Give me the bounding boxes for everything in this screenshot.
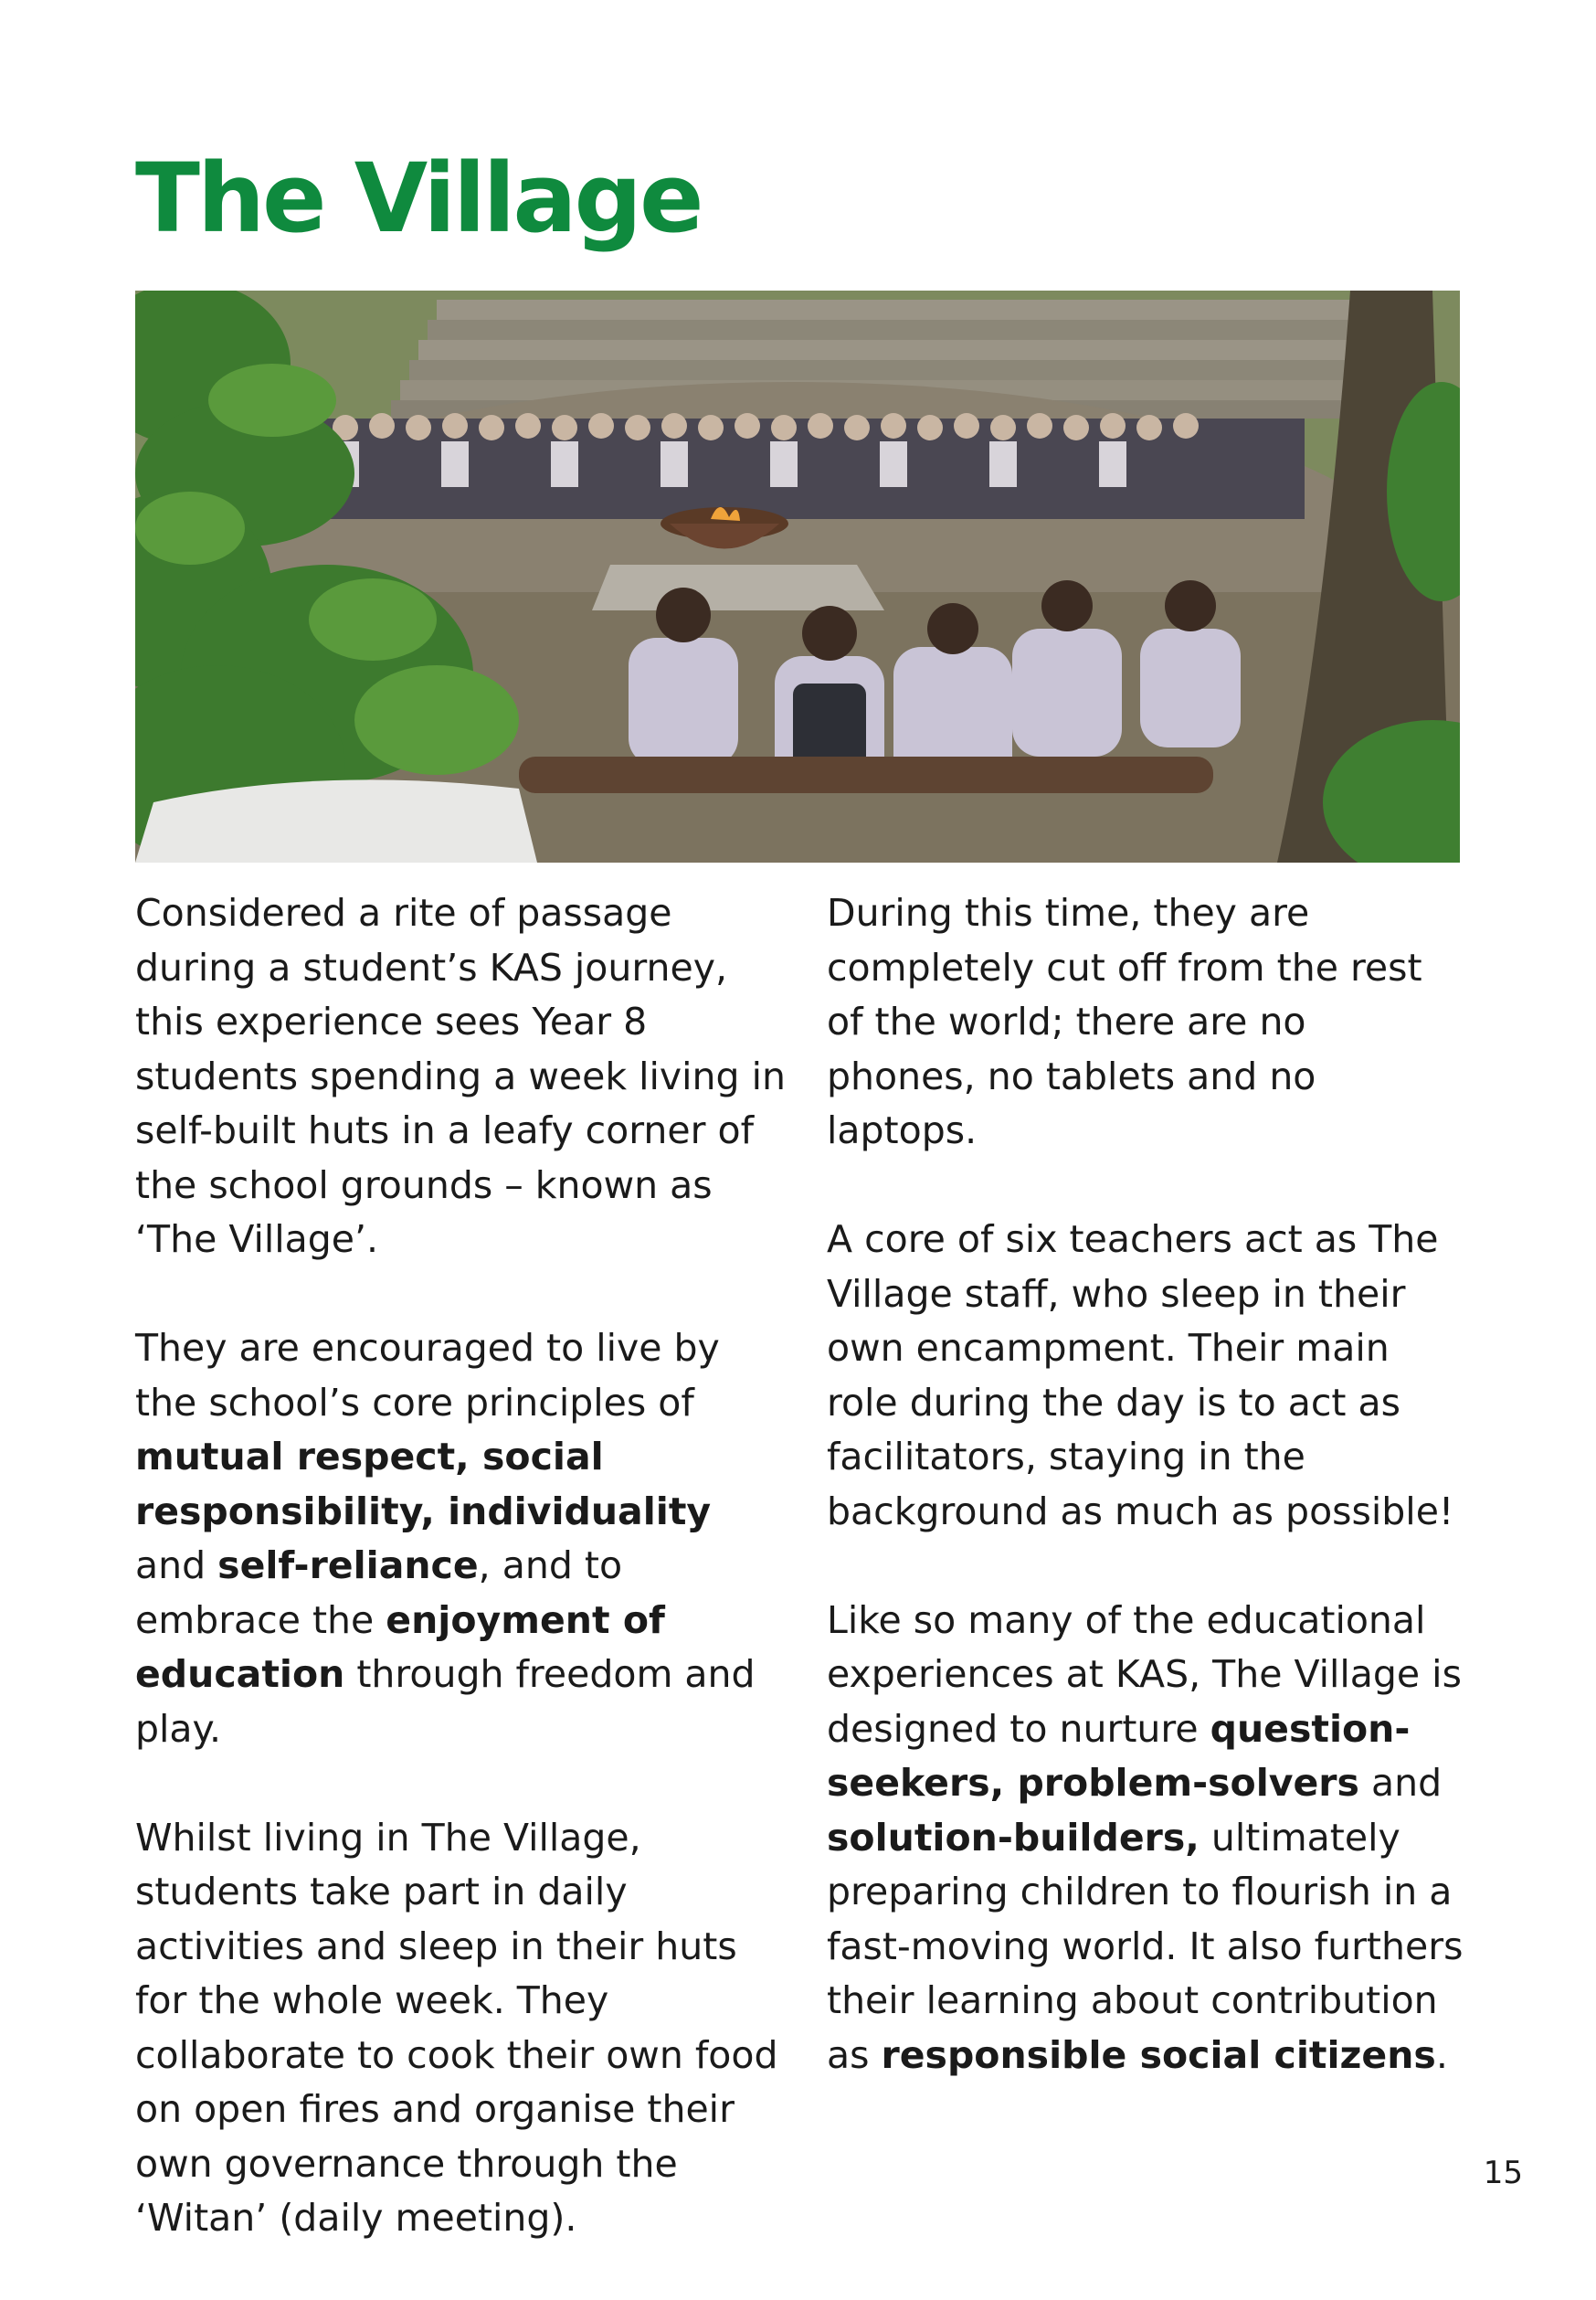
left-column: [135, 886, 793, 2300]
left-paragraph-1: Considered a rite of passage during a student’s KAS journey, this experience sees Year 8 students spending a week living in self-built huts in a leafy corner of the school grounds – known as ‘The Village’.: [135, 891, 786, 1261]
page-title: The Village: [135, 143, 702, 254]
right-paragraph-1: During this time, they are completely cut off from the rest of the world; there are no phones, no tablets and no laptops.: [827, 891, 1422, 1152]
left-paragraph-3: Whilst living in The Village, students take part in daily activities and sleep in their huts for the whole week. They collaborate to cook their own food on open fires and organise their own governance through the ‘Witan’ (daily meeting).: [135, 1815, 778, 2240]
right-column: [827, 886, 1466, 2137]
village-photo: [135, 291, 1460, 863]
right-paragraph-3: Like so many of the educational experiences at KAS, The Village is designed to nurture question-seekers, problem-solvers and solution-builders, ultimately preparing children to flourish in a fast-moving world. It also furthers their learning about contribution as responsible social citizens.: [827, 1597, 1464, 2077]
page-number: 15: [1483, 2155, 1523, 2191]
left-paragraph-2: They are encouraged to live by the school’s core principles of mutual respect, social responsibility, individuality and self-reliance, and to embrace the enjoyment of education through freedom and play.: [135, 1326, 756, 1751]
right-paragraph-2: A core of six teachers act as The Village staff, who sleep in their own encampment. Their main role during the day is to act as facilitators, staying in the background as much as possible!: [827, 1217, 1454, 1533]
